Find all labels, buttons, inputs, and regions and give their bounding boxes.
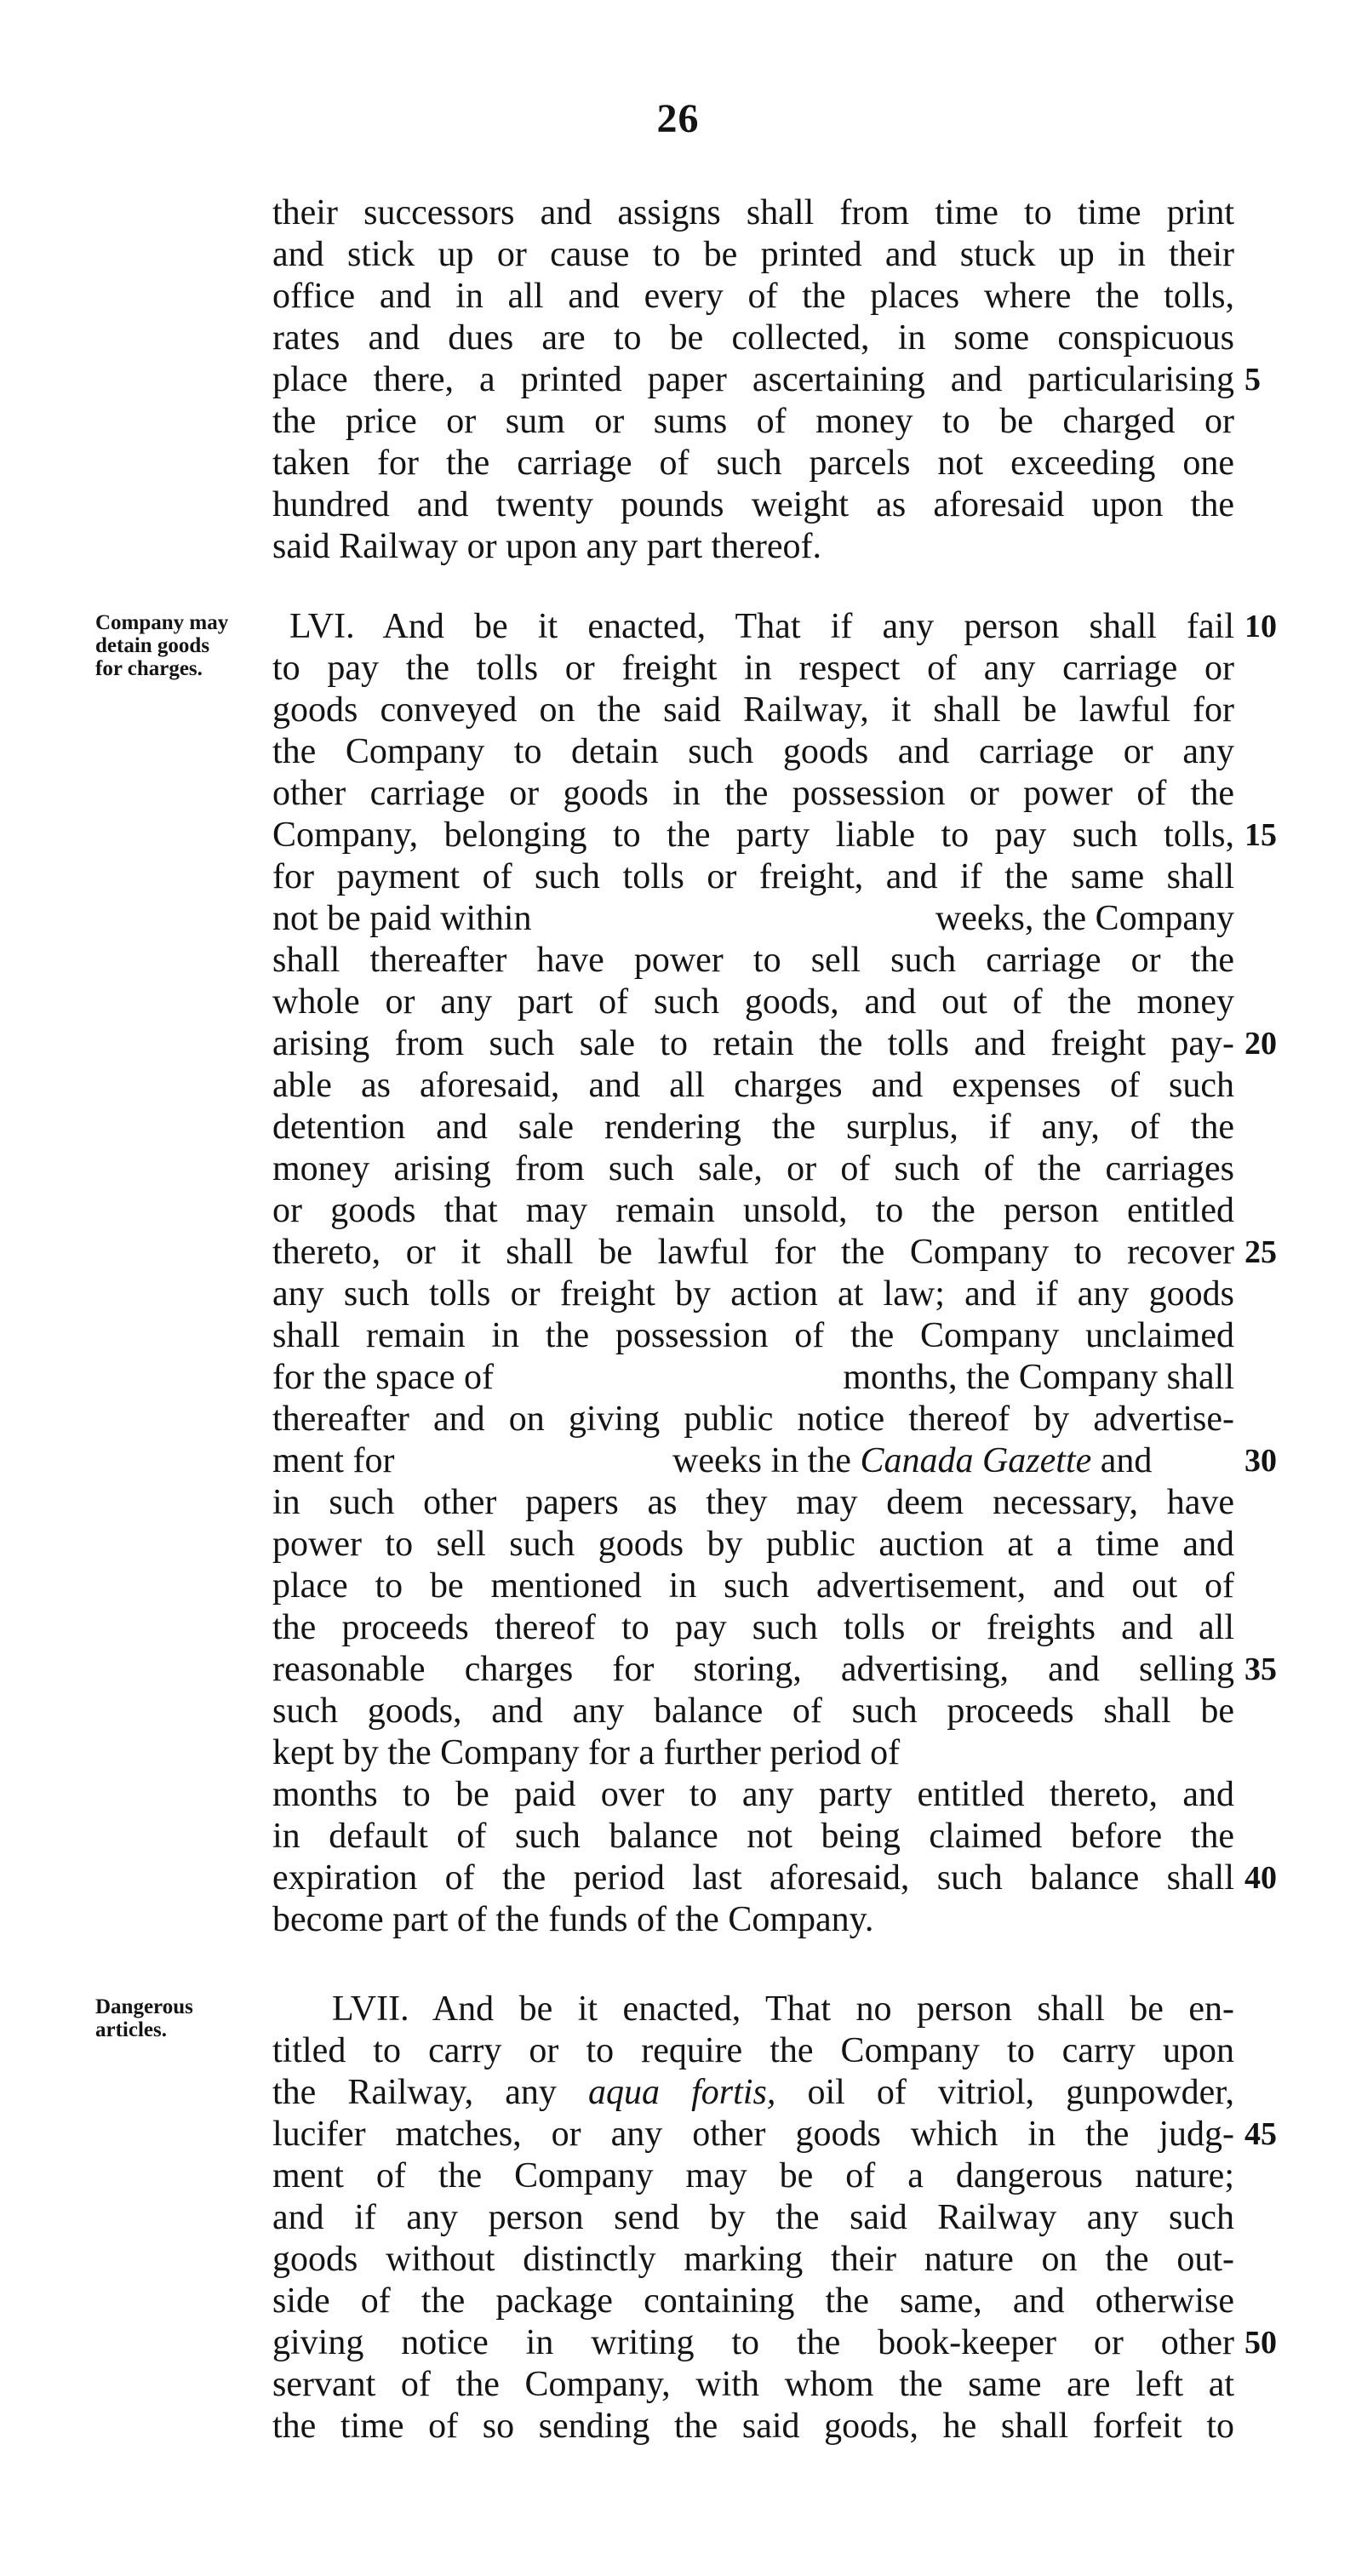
margin-note-line: Dangerous bbox=[95, 1995, 193, 2018]
text-line: become part of the funds of the Company. bbox=[272, 1900, 874, 1939]
text-line: any such tolls or freight by action at law; and if any goods bbox=[272, 1274, 1234, 1314]
margin-note-line: for charges. bbox=[95, 657, 203, 680]
text-line: thereto, or it shall be lawful for the Company to recover bbox=[272, 1233, 1234, 1272]
text-line: goods without distinctly marking their nature on the out- bbox=[272, 2240, 1234, 2279]
text-line: office and in all and every of the places where the tolls, bbox=[272, 277, 1234, 316]
text-fragment: for the space of bbox=[272, 1358, 495, 1397]
text-line: hundred and twenty pounds weight as aforesaid upon the bbox=[272, 485, 1234, 524]
text-line: months to be paid over to any party entitled thereto, and bbox=[272, 1775, 1234, 1814]
text-line: in such other papers as they may deem necessary, have bbox=[272, 1483, 1234, 1522]
text-line bbox=[272, 898, 1234, 940]
text-fragment-italic: Canada Gazette bbox=[860, 1441, 1092, 1480]
margin-note-line: detain goods bbox=[95, 634, 210, 657]
text-line: rates and dues are to be collected, in some conspicuous bbox=[272, 318, 1234, 358]
text-line: shall thereafter have power to sell such carriage or the bbox=[272, 941, 1234, 980]
text-line: LVII. And be it enacted, That no person shall be en- bbox=[332, 1989, 1234, 2029]
text-line: and if any person send by the said Railway any such bbox=[272, 2198, 1234, 2237]
text-line: taken for the carriage of such parcels not exceeding one bbox=[272, 444, 1234, 483]
line-number: 40 bbox=[1244, 1860, 1277, 1896]
text-fragment: ment for bbox=[272, 1441, 395, 1480]
text-line: arising from such sale to retain the tolls and freight pay- bbox=[272, 1024, 1234, 1063]
text-line: thereafter and on giving public notice thereof by advertise- bbox=[272, 1400, 1234, 1439]
margin-note-line: Company may bbox=[95, 611, 229, 634]
text-line: for payment of such tolls or freight, and if the same shall bbox=[272, 857, 1234, 896]
margin-note-line: articles. bbox=[95, 2018, 167, 2041]
line-number: 10 bbox=[1244, 609, 1277, 644]
text-fragment-italic: aqua fortis, bbox=[588, 2073, 776, 2112]
line-number: 25 bbox=[1244, 1234, 1277, 1270]
text-line: the time of so sending the said goods, he shall forfeit to bbox=[272, 2407, 1234, 2446]
line-number: 5 bbox=[1244, 362, 1261, 398]
text-line: place there, a printed paper ascertaining and particularising bbox=[272, 360, 1234, 399]
text-line: detention and sale rendering the surplus, if any, of the bbox=[272, 1108, 1234, 1147]
text-line: giving notice in writing to the book-keeper or other bbox=[272, 2323, 1234, 2362]
text-fragment: the Railway, any bbox=[272, 2073, 557, 2112]
line-number: 50 bbox=[1244, 2325, 1277, 2361]
line-number: 45 bbox=[1244, 2116, 1277, 2152]
text-line: such goods, and any balance of such proceeds shall be bbox=[272, 1692, 1234, 1731]
text-fragment: and bbox=[1100, 1441, 1153, 1480]
text-line: the price or sum or sums of money to be charged or bbox=[272, 402, 1234, 441]
text-fragment: weeks in the bbox=[672, 1441, 851, 1480]
text-line: goods conveyed on the said Railway, it shall be lawful for bbox=[272, 690, 1234, 730]
text-line: place to be mentioned in such advertisement, and out of bbox=[272, 1566, 1234, 1606]
text-line bbox=[272, 2072, 1234, 2114]
text-line: ment of the Company may be of a dangerous nature; bbox=[272, 2156, 1234, 2195]
text-line: their successors and assigns shall from time to time print bbox=[272, 193, 1234, 232]
text-line: money arising from such sale, or of such of the carriages bbox=[272, 1149, 1234, 1188]
text-fragment: months, the Company shall bbox=[843, 1358, 1234, 1397]
line-number: 15 bbox=[1244, 817, 1277, 853]
text-line: said Railway or upon any part thereof. bbox=[272, 527, 821, 566]
margin-note-detain-goods bbox=[95, 611, 270, 680]
text-line: expiration of the period last aforesaid, such balance shall bbox=[272, 1858, 1234, 1898]
line-number: 20 bbox=[1244, 1026, 1277, 1062]
text-line: and stick up or cause to be printed and stuck up in their bbox=[272, 235, 1234, 274]
text-fragment: weeks, the Company bbox=[935, 899, 1234, 938]
text-line: other carriage or goods in the possession or power of the bbox=[272, 774, 1234, 813]
text-line bbox=[272, 1440, 1234, 1482]
text-line: shall remain in the possession of the Company unclaimed bbox=[272, 1316, 1234, 1355]
text-fragment: oil of vitriol, gunpowder, bbox=[807, 2073, 1235, 2112]
margin-note-dangerous-articles bbox=[95, 1995, 270, 2041]
text-line: the Company to detain such goods and carriage or any bbox=[272, 732, 1234, 771]
text-line: reasonable charges for storing, advertising, and selling bbox=[272, 1650, 1234, 1689]
text-line: lucifer matches, or any other goods which in the judg- bbox=[272, 2115, 1234, 2154]
text-line: titled to carry or to require the Company to carry upon bbox=[272, 2031, 1234, 2070]
text-line: the proceeds thereof to pay such tolls or freights and all bbox=[272, 1608, 1234, 1647]
text-line: LVI. And be it enacted, That if any person shall fail bbox=[289, 607, 1234, 646]
text-line: servant of the Company, with whom the same are left at bbox=[272, 2365, 1234, 2404]
text-line: whole or any part of such goods, and out of the money bbox=[272, 982, 1234, 1022]
text-line: to pay the tolls or freight in respect of any carriage or bbox=[272, 649, 1234, 688]
text-line: or goods that may remain unsold, to the person entitled bbox=[272, 1191, 1234, 1230]
text-line: Company, belonging to the party liable to pay such tolls, bbox=[272, 816, 1234, 855]
text-line: able as aforesaid, and all charges and expenses of such bbox=[272, 1066, 1234, 1105]
line-number: 35 bbox=[1244, 1652, 1277, 1687]
text-line bbox=[272, 1357, 1234, 1399]
text-line: in default of such balance not being claimed before the bbox=[272, 1817, 1234, 1856]
page-number: 26 bbox=[656, 96, 700, 141]
line-number: 30 bbox=[1244, 1443, 1277, 1479]
text-line: side of the package containing the same, and otherwise bbox=[272, 2281, 1234, 2321]
text-line: power to sell such goods by public auction at a time and bbox=[272, 1525, 1234, 1564]
text-fragment: not be paid within bbox=[272, 899, 532, 938]
text-line: kept by the Company for a further period of bbox=[272, 1733, 901, 1772]
